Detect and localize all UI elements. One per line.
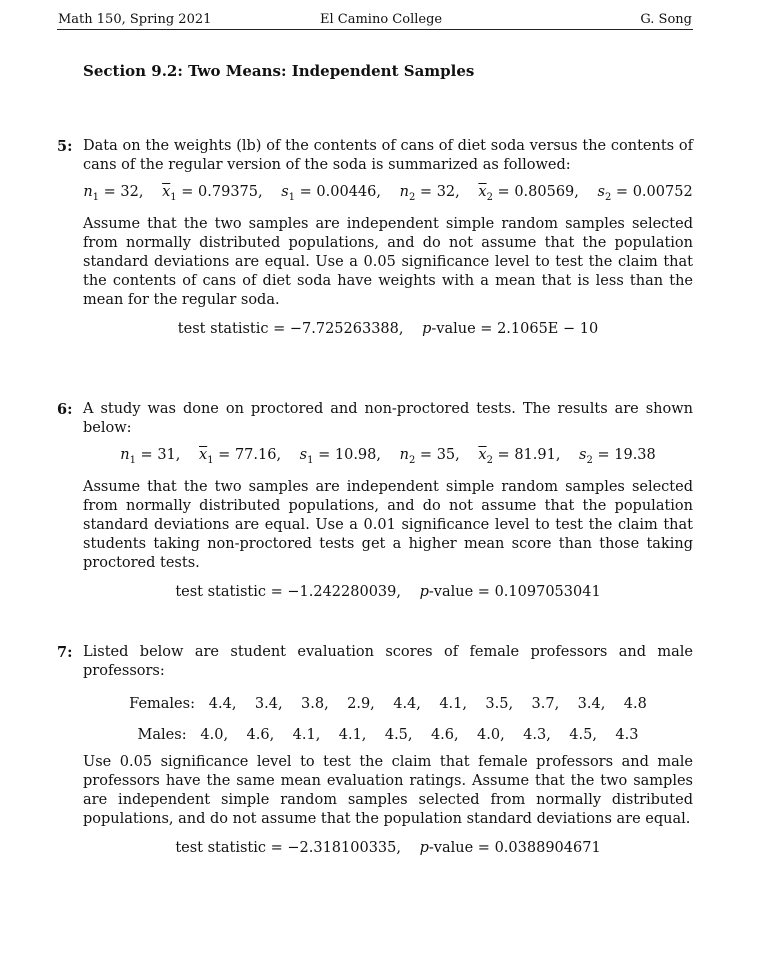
- x1-value: 0.79375: [198, 184, 258, 200]
- p-symbol: p: [422, 320, 432, 337]
- test-result: test statistic = −1.242280039, p-value = 0.1097053041: [175, 583, 601, 600]
- s2-value: 0.00752: [632, 184, 693, 200]
- header-course: Math 150, Spring 2021: [58, 12, 212, 27]
- n2-value: 32: [436, 184, 456, 200]
- test-statistic-value: −1.242280039: [287, 583, 397, 600]
- problem-number: 7:: [57, 644, 73, 661]
- test-statistic-label: test statistic =: [175, 583, 288, 600]
- header-rule: [57, 29, 693, 30]
- n2-value: 35: [436, 447, 456, 463]
- males-row: [83, 726, 693, 745]
- test-result: test statistic = −2.318100335, p-value = 0.0388904671: [175, 840, 601, 856]
- males-values: 4.0, 4.6, 4.1, 4.1, 4.5, 4.6, 4.0, 4.3, 4.5, 4.3: [200, 727, 639, 743]
- females-row: [83, 695, 693, 714]
- test-result: test statistic = −7.725263388, p-value = 2.1065E − 10: [177, 320, 599, 337]
- test-statistic-label: test statistic =: [177, 320, 290, 337]
- header-instructor: G. Song: [640, 12, 692, 27]
- females-values: 4.4, 3.4, 3.8, 2.9, 4.4, 4.1, 3.5, 3.7, 3.4, 4.8: [208, 696, 647, 712]
- test-statistic-label: test statistic =: [175, 840, 288, 856]
- problem-intro: Data on the weights (lb) of the contents of cans of diet soda versus the contents of cans of the regular version of the soda is summarized as followed:: [83, 138, 693, 173]
- s1-value: 0.00446: [316, 184, 377, 200]
- x2-value: 0.80569: [514, 184, 575, 200]
- x2-value: 81.91: [514, 447, 556, 463]
- females-label: Females:: [129, 696, 195, 712]
- x1-value: 77.16: [234, 447, 277, 463]
- problem-6: [57, 400, 693, 602]
- p-value-label: -value =: [428, 583, 495, 600]
- summary-stats: $n_1 = 31$, $\overline{x}_1 = 77.16$, $s_1 = 10.98$, $n_2 = 35$, $\overline{x}_2 = 81.91$, $s_2 = 19.38$: [120, 447, 656, 466]
- problem-7: [57, 643, 693, 858]
- summary-stats: $n_1 = 32$, $\overline{x}_1 = 0.79375$, $s_1 = 0.00446$, $n_2 = 32$, $\overline{x}_2 = 0.80569$, $s_2 = 0.00752$: [83, 184, 693, 203]
- p-value-label: -value =: [431, 320, 498, 337]
- problem-intro: A study was done on proctored and non-proctored tests. The results are shown below:: [83, 401, 693, 436]
- problem-text: Use 0.05 significance level to test the claim that female professors and male professors have the same mean evaluation ratings. Assume that the two samples are independent simple random samples selected from normally distributed populations, and do not assume that the population standard deviations are equal.: [83, 754, 693, 827]
- p-value: 0.1097053041: [494, 583, 601, 600]
- males-label: Males:: [137, 727, 187, 743]
- problem-text: Assume that the two samples are independent simple random samples selected from normally distributed populations, and do not assume that the population standard deviations are equal. Use a 0.01 significance level to test the claim that students taking non-proctored tests get a higher mean score than those taking proctored tests.: [83, 478, 693, 571]
- n1-value: 32: [120, 184, 139, 200]
- problem-text: Assume that the two samples are independent simple random samples selected from normally distributed populations, and do not assume that the population standard deviations are equal. Use a 0.05 significance level to test the claim that the contents of cans of diet soda have weights with a mean that is less than the mean for the regular soda.: [83, 215, 693, 308]
- problem-number: 6:: [57, 401, 73, 418]
- p-value: 0.0388904671: [494, 840, 601, 856]
- s1-value: 10.98: [334, 447, 377, 463]
- problem-number: 5:: [57, 138, 73, 155]
- n1-value: 31: [157, 447, 176, 463]
- p-symbol: p: [419, 840, 429, 856]
- test-statistic-value: −7.725263388: [289, 320, 399, 337]
- p-value: 2.1065E − 10: [497, 320, 599, 337]
- header-college: El Camino College: [320, 12, 443, 27]
- test-statistic-value: −2.318100335: [287, 840, 397, 856]
- section-title: Section 9.2: Two Means: Independent Samples: [83, 62, 475, 80]
- p-value-label: -value =: [428, 840, 495, 856]
- problem-5: [57, 137, 693, 339]
- s2-value: 19.38: [614, 447, 656, 463]
- problem-intro: Listed below are student evaluation scores of female professors and male professors:: [83, 644, 693, 679]
- p-symbol: p: [419, 583, 429, 600]
